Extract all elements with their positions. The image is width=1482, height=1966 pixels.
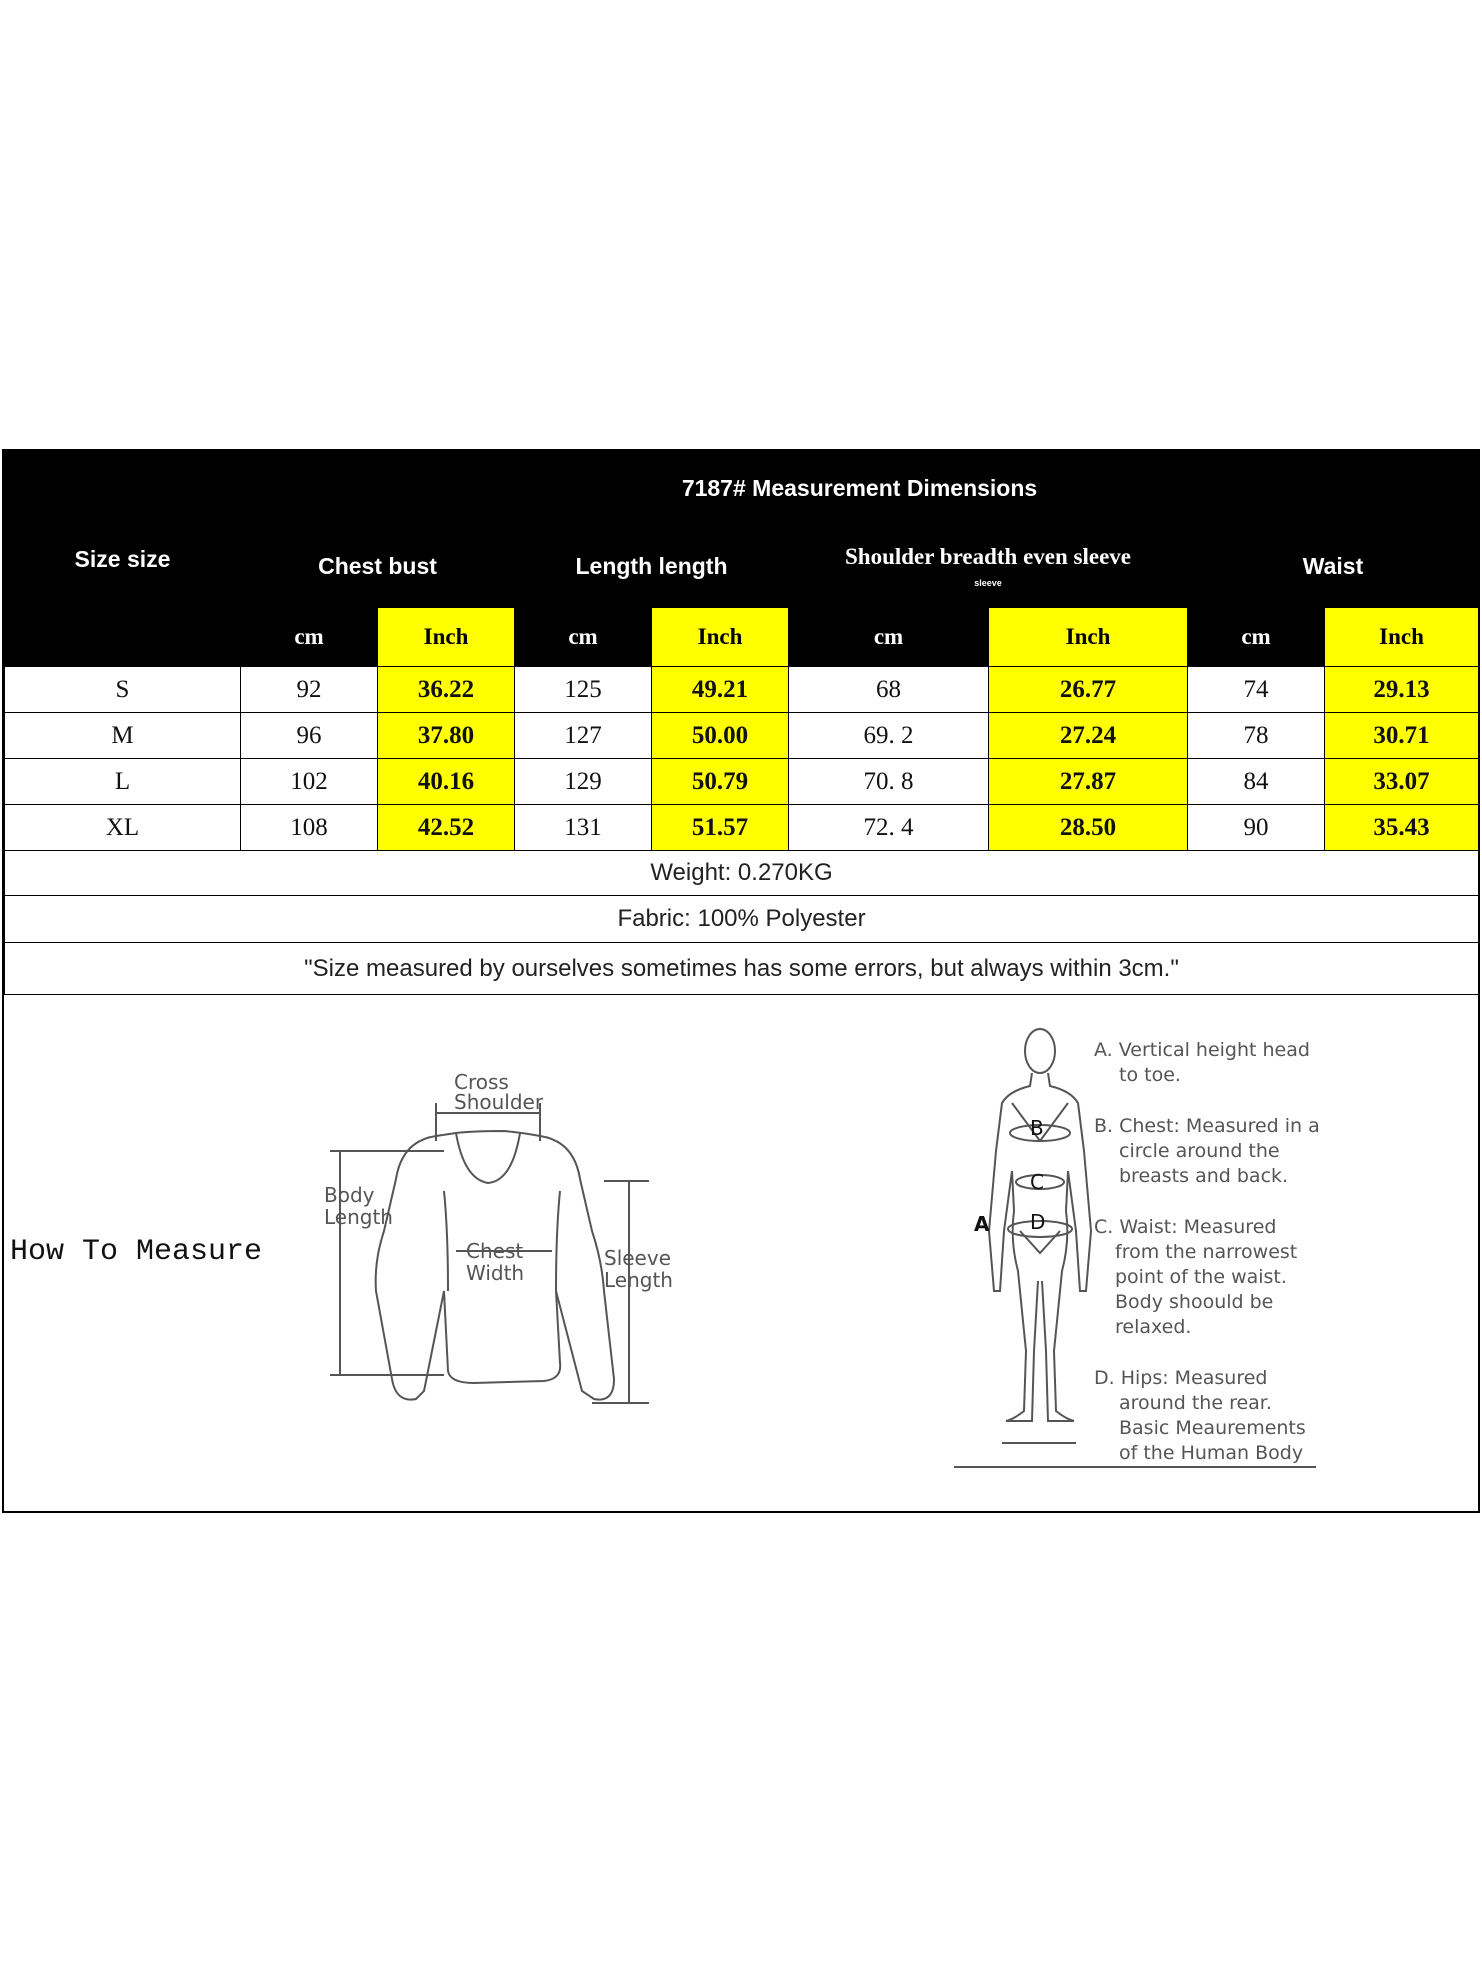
value-cell: 35.43: [1325, 805, 1479, 851]
note-d-line: D. Hips: Measured: [1094, 1367, 1268, 1389]
note-c-line: relaxed.: [1115, 1316, 1192, 1338]
value-cell: 29.13: [1325, 667, 1479, 713]
how-to-measure-label: How To Measure: [10, 1235, 263, 1269]
note-d-line: around the rear.: [1119, 1392, 1272, 1414]
value-cell: 78: [1188, 713, 1325, 759]
unit-inch: Inch: [378, 608, 515, 667]
unit-cm: cm: [241, 608, 378, 667]
value-cell: 27.24: [989, 713, 1188, 759]
value-cell: 50.79: [652, 759, 789, 805]
value-cell: 96: [241, 713, 378, 759]
body-length-label: Body: [324, 1183, 375, 1207]
value-cell: 102: [241, 759, 378, 805]
label-c: C: [1030, 1170, 1044, 1194]
group-length: Length length: [515, 525, 789, 608]
note-c-line: point of the waist.: [1115, 1266, 1287, 1288]
value-cell: 36.22: [378, 667, 515, 713]
value-cell: 42.52: [378, 805, 515, 851]
chest-width-label: Width: [466, 1261, 525, 1285]
note-c-line: C. Waist: Measured: [1094, 1216, 1277, 1238]
disclaimer-text: "Size measured by ourselves sometimes has some errors, but always within 3cm.": [5, 943, 1479, 995]
note-b-line: breasts and back.: [1119, 1165, 1289, 1187]
label-a: A: [974, 1212, 990, 1236]
value-cell: 69. 2: [789, 713, 989, 759]
group-shoulder-label: Shoulder breadth even sleeve: [844, 544, 1132, 569]
value-cell: 26.77: [989, 667, 1188, 713]
value-cell: 125: [515, 667, 652, 713]
value-cell: 74: [1188, 667, 1325, 713]
unit-inch: Inch: [989, 608, 1188, 667]
note-b-line: B. Chest: Measured in a: [1094, 1115, 1320, 1137]
how-to-measure-illustrations: [4, 991, 1478, 1511]
size-table: [4, 451, 1479, 995]
value-cell: 84: [1188, 759, 1325, 805]
body-length-label: Length: [324, 1205, 393, 1229]
value-cell: 49.21: [652, 667, 789, 713]
value-cell: 50.00: [652, 713, 789, 759]
sleeve-length-label: Sleeve: [604, 1246, 672, 1270]
value-cell: 30.71: [1325, 713, 1479, 759]
value-cell: 70. 8: [789, 759, 989, 805]
label-d: D: [1030, 1210, 1046, 1234]
sweater-neckline: [456, 1133, 520, 1183]
note-a-line: A. Vertical height head: [1094, 1039, 1310, 1061]
value-cell: 27.87: [989, 759, 1188, 805]
note-a-line: to toe.: [1119, 1064, 1181, 1086]
value-cell: 33.07: [1325, 759, 1479, 805]
table-row: [5, 805, 1479, 851]
value-cell: 40.16: [378, 759, 515, 805]
unit-inch: Inch: [1325, 608, 1479, 667]
size-chart: [2, 449, 1480, 1513]
cross-shoulder-label: Shoulder: [454, 1090, 544, 1114]
unit-cm: cm: [1188, 608, 1325, 667]
group-chest: Chest bust: [241, 525, 515, 608]
size-cell: M: [5, 713, 241, 759]
value-cell: 129: [515, 759, 652, 805]
value-cell: 108: [241, 805, 378, 851]
fabric-text: Fabric: 100% Polyester: [5, 896, 1479, 943]
value-cell: 28.50: [989, 805, 1188, 851]
unit-inch: Inch: [652, 608, 789, 667]
size-cell: L: [5, 759, 241, 805]
unit-cm: cm: [789, 608, 989, 667]
size-header: Size size: [5, 452, 241, 667]
value-cell: 37.80: [378, 713, 515, 759]
label-b: B: [1030, 1116, 1044, 1140]
unit-cm: cm: [515, 608, 652, 667]
note-d-line: Basic Meaurements: [1119, 1417, 1306, 1439]
size-cell: XL: [5, 805, 241, 851]
size-cell: S: [5, 667, 241, 713]
group-shoulder: [789, 525, 1188, 608]
value-cell: 90: [1188, 805, 1325, 851]
head: [1025, 1029, 1055, 1073]
chest-width-label: Chest: [466, 1239, 524, 1263]
value-cell: 51.57: [652, 805, 789, 851]
note-c-line: Body shoould be: [1115, 1291, 1274, 1313]
value-cell: 92: [241, 667, 378, 713]
group-shoulder-sub: sleeve: [974, 578, 1002, 588]
group-waist: Waist: [1188, 525, 1479, 608]
cross-shoulder-label: Cross: [454, 1070, 509, 1094]
value-cell: 68: [789, 667, 989, 713]
table-row: [5, 759, 1479, 805]
table-row: [5, 667, 1479, 713]
value-cell: 127: [515, 713, 652, 759]
measure-notes: [1094, 1039, 1320, 1464]
weight-text: Weight: 0.270KG: [5, 851, 1479, 896]
note-c-line: from the narrowest: [1115, 1241, 1298, 1263]
note-d-line: of the Human Body: [1119, 1442, 1304, 1464]
sleeve-length-label: Length: [604, 1268, 673, 1292]
note-b-line: circle around the: [1119, 1140, 1280, 1162]
value-cell: 72. 4: [789, 805, 989, 851]
value-cell: 131: [515, 805, 652, 851]
table-row: [5, 713, 1479, 759]
table-title: 7187# Measurement Dimensions: [241, 452, 1479, 525]
